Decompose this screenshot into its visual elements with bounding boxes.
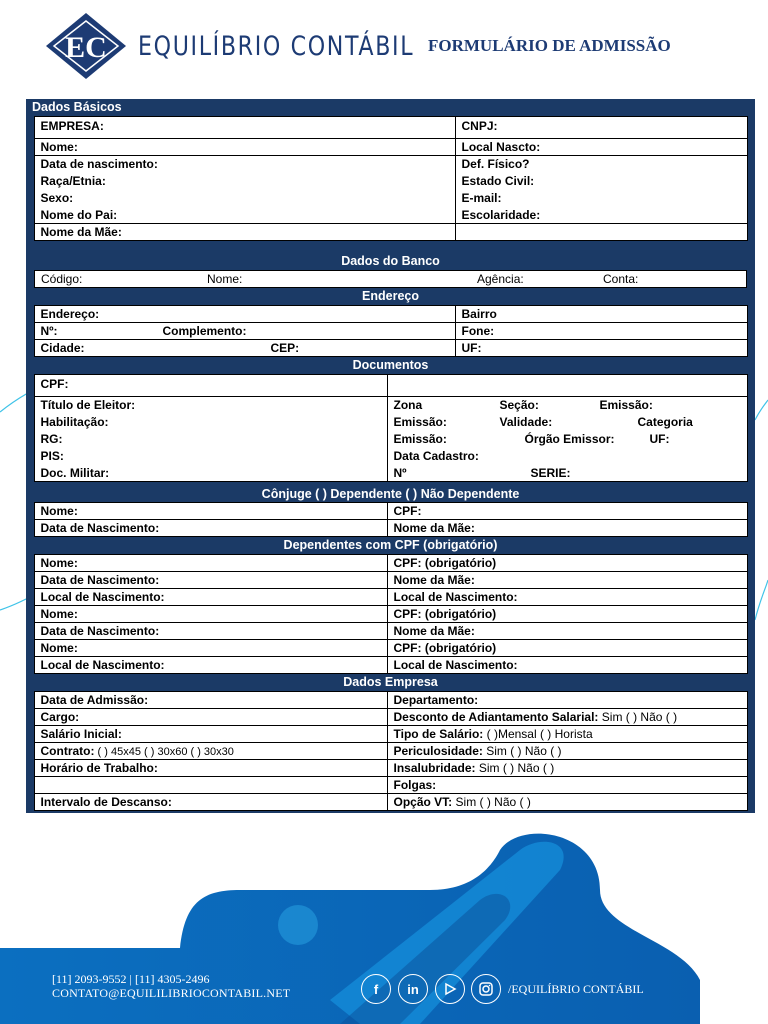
field-desconto-adiantamento[interactable] <box>387 709 747 726</box>
field-dep1-cpf[interactable]: CPF: (obrigatório) <box>387 555 747 572</box>
field-dep1-local-nascimento[interactable]: Local de Nascimento: <box>34 589 387 606</box>
field-habilitacao[interactable]: Habilitação: <box>34 414 387 431</box>
field-cargo[interactable]: Cargo: <box>34 709 387 726</box>
field-serie: SERIE: <box>530 465 571 480</box>
field-cidade-cep[interactable] <box>34 340 455 357</box>
periculosidade-options[interactable]: Sim ( ) Não ( ) <box>482 744 562 758</box>
facebook-glyph: f <box>373 981 379 997</box>
play-icon <box>443 982 457 996</box>
field-dep2-nome-mae[interactable]: Nome da Mãe: <box>387 623 747 640</box>
field-titulo-eleitor[interactable]: Título de Eleitor: <box>34 397 387 414</box>
field-nome[interactable]: Nome: <box>34 139 455 156</box>
endereco-table <box>34 305 748 357</box>
field-intervalo-descanso[interactable]: Intervalo de Descanso: <box>34 794 387 811</box>
field-banco-nome: Nome: <box>207 272 243 286</box>
linkedin-glyph: in <box>407 981 419 997</box>
field-cpf[interactable]: CPF: <box>34 375 387 397</box>
footer-phones: [11] 2093-9552 | [11] 4305-2496 <box>52 972 210 986</box>
tipo-salario-label: Tipo de Salário: <box>393 727 484 741</box>
field-pis[interactable]: PIS: <box>34 448 387 465</box>
facebook-icon[interactable] <box>361 974 391 1004</box>
field-dep2-nome[interactable]: Nome: <box>34 606 387 623</box>
field-departamento[interactable]: Departamento: <box>387 692 747 709</box>
field-email[interactable]: E-mail: <box>455 190 747 207</box>
form-title: FORMULÁRIO DE ADMISSÃO <box>428 36 671 55</box>
insalubridade-label: Insalubridade: <box>393 761 476 775</box>
field-titulo-emissao: Emissão: <box>599 398 653 413</box>
field-conta: Conta: <box>603 272 639 286</box>
field-cnpj[interactable]: CNPJ: <box>455 117 747 139</box>
field-sexo[interactable]: Sexo: <box>34 190 455 207</box>
section-title-dados-empresa: Dados Empresa <box>343 675 438 689</box>
field-folgas[interactable]: Folgas: <box>387 777 747 794</box>
logo-mark-icon <box>44 11 128 81</box>
field-raca-etnia[interactable]: Raça/Etnia: <box>34 173 455 190</box>
dados-banco-table <box>34 270 747 288</box>
field-secao: Seção: <box>499 398 539 413</box>
field-dep1-nome-mae[interactable]: Nome da Mãe: <box>387 572 747 589</box>
field-banco-row[interactable] <box>35 271 747 288</box>
field-fone[interactable]: Fone: <box>455 323 747 340</box>
field-conjuge-nome[interactable]: Nome: <box>34 503 387 520</box>
field-data-cadastro[interactable]: Data Cadastro: <box>387 448 747 465</box>
field-dep3-nome[interactable]: Nome: <box>34 640 387 657</box>
field-empresa[interactable]: EMPRESA: <box>34 117 455 139</box>
dados-empresa-table <box>34 691 748 811</box>
field-orgao-emissor: Órgão Emissor: <box>524 432 615 446</box>
field-dep2-cpf[interactable]: CPF: (obrigatório) <box>387 606 747 623</box>
field-codigo: Código: <box>41 272 83 286</box>
field-dep2-data-nascimento[interactable]: Data de Nascimento: <box>34 623 387 640</box>
opcao-vt-options[interactable]: Sim ( ) Não ( ) <box>452 795 531 809</box>
opcao-vt-label: Opção VT: <box>393 795 453 809</box>
field-periculosidade[interactable] <box>387 743 747 760</box>
field-numero-complemento[interactable] <box>34 323 455 340</box>
field-dep1-data-nascimento[interactable]: Data de Nascimento: <box>34 572 387 589</box>
company-logo <box>44 10 475 82</box>
field-rg-details[interactable] <box>387 431 747 448</box>
tipo-salario-options[interactable]: ( )Mensal ( ) Horista <box>483 727 593 741</box>
field-bairro[interactable]: Bairro <box>455 306 747 323</box>
section-title-dependentes: Dependentes com CPF (obrigatório) <box>283 538 498 552</box>
field-categoria: Categoria <box>637 415 693 429</box>
field-empty[interactable] <box>455 224 747 241</box>
field-validade: Validade: <box>499 415 553 429</box>
field-dep3-cpf[interactable]: CPF: (obrigatório) <box>387 640 747 657</box>
field-opcao-vt[interactable] <box>387 794 747 811</box>
field-endereco[interactable]: Endereço: <box>34 306 455 323</box>
field-numero: Nº: <box>40 324 58 338</box>
contrato-label: Contrato: <box>40 744 95 758</box>
field-dep1-nome[interactable]: Nome: <box>34 555 387 572</box>
field-horario-extra[interactable] <box>34 777 387 794</box>
youtube-icon[interactable] <box>435 974 465 1004</box>
desconto-options[interactable]: Sim ( ) Não ( ) <box>598 710 678 724</box>
field-conjuge-cpf[interactable]: CPF: <box>387 503 747 520</box>
field-cpf-extra[interactable] <box>387 375 747 397</box>
field-def-fisico[interactable]: Def. Físico? <box>455 156 747 173</box>
field-tipo-salario[interactable] <box>387 726 747 743</box>
field-rg[interactable]: RG: <box>34 431 387 448</box>
field-militar-numero: Nº <box>393 465 407 480</box>
field-uf[interactable]: UF: <box>455 340 747 357</box>
field-agencia: Agência: <box>477 272 524 286</box>
admission-form <box>26 99 755 813</box>
section-title-dados-basicos: Dados Básicos <box>32 100 122 114</box>
insalubridade-options[interactable]: Sim ( ) Não ( ) <box>475 761 555 775</box>
field-doc-militar[interactable]: Doc. Militar: <box>34 465 387 482</box>
field-habilitacao-details[interactable] <box>387 414 747 431</box>
field-militar-details[interactable] <box>387 465 747 482</box>
field-estado-civil[interactable]: Estado Civil: <box>455 173 747 190</box>
section-title-dados-banco: Dados do Banco <box>341 254 440 268</box>
svg-text:EC: EC <box>65 31 107 64</box>
field-data-nascimento[interactable]: Data de nascimento: <box>34 156 455 173</box>
desconto-label: Desconto de Adiantamento Salarial: <box>393 710 599 724</box>
section-title-endereco: Endereço <box>362 289 419 303</box>
field-salario-inicial[interactable]: Salário Inicial: <box>34 726 387 743</box>
section-title-documentos: Documentos <box>352 358 429 372</box>
field-complemento: Complemento: <box>162 324 247 338</box>
field-cidade: Cidade: <box>40 341 85 355</box>
field-dep3-local-nascimento[interactable]: Local de Nascimento: <box>34 657 387 674</box>
field-rg-uf: UF: <box>649 432 670 446</box>
field-escolaridade[interactable]: Escolaridade: <box>455 207 747 224</box>
field-habilitacao-emissao: Emissão: <box>393 415 447 429</box>
dependentes-table <box>34 554 748 674</box>
section-title-conjuge: Cônjuge ( ) Dependente ( ) Não Dependente <box>261 487 520 501</box>
field-conjuge-nome-mae[interactable]: Nome da Mãe: <box>387 520 747 537</box>
field-zona: Zona <box>393 398 423 413</box>
instagram-icon[interactable] <box>471 974 501 1004</box>
field-nome-mae[interactable]: Nome da Mãe: <box>34 224 455 241</box>
field-rg-emissao: Emissão: <box>393 432 447 446</box>
documentos-table <box>34 374 748 482</box>
linkedin-icon[interactable] <box>398 974 428 1004</box>
dados-basicos-table <box>34 116 748 241</box>
logo-text: EQUILÍBRIO CONTÁBIL <box>138 30 415 62</box>
field-contrato[interactable] <box>34 743 387 760</box>
field-conjuge-data-nascimento[interactable]: Data de Nascimento: <box>34 520 387 537</box>
field-local-nascto[interactable]: Local Nascto: <box>455 139 747 156</box>
field-dep4-local-nascimento[interactable]: Local de Nascimento: <box>387 657 747 674</box>
footer-social-handle[interactable]: /EQUILÍBRIO CONTÁBIL <box>508 982 644 996</box>
field-horario-trabalho[interactable]: Horário de Trabalho: <box>34 760 387 777</box>
field-dep2-local-nascimento[interactable]: Local de Nascimento: <box>387 589 747 606</box>
field-data-admissao[interactable]: Data de Admissão: <box>34 692 387 709</box>
camera-icon <box>478 981 494 997</box>
footer-email[interactable]: CONTATO@EQUILILIBRIOCONTABIL.NET <box>52 986 291 1000</box>
contrato-options[interactable]: ( ) 45x45 ( ) 30x60 ( ) 30x30 <box>94 746 234 758</box>
periculosidade-label: Periculosidade: <box>393 744 483 758</box>
field-zona-secao-emissao[interactable] <box>387 397 747 414</box>
field-cep: CEP: <box>270 341 300 355</box>
field-nome-pai[interactable]: Nome do Pai: <box>34 207 455 224</box>
conjuge-table <box>34 502 748 537</box>
field-insalubridade[interactable] <box>387 760 747 777</box>
